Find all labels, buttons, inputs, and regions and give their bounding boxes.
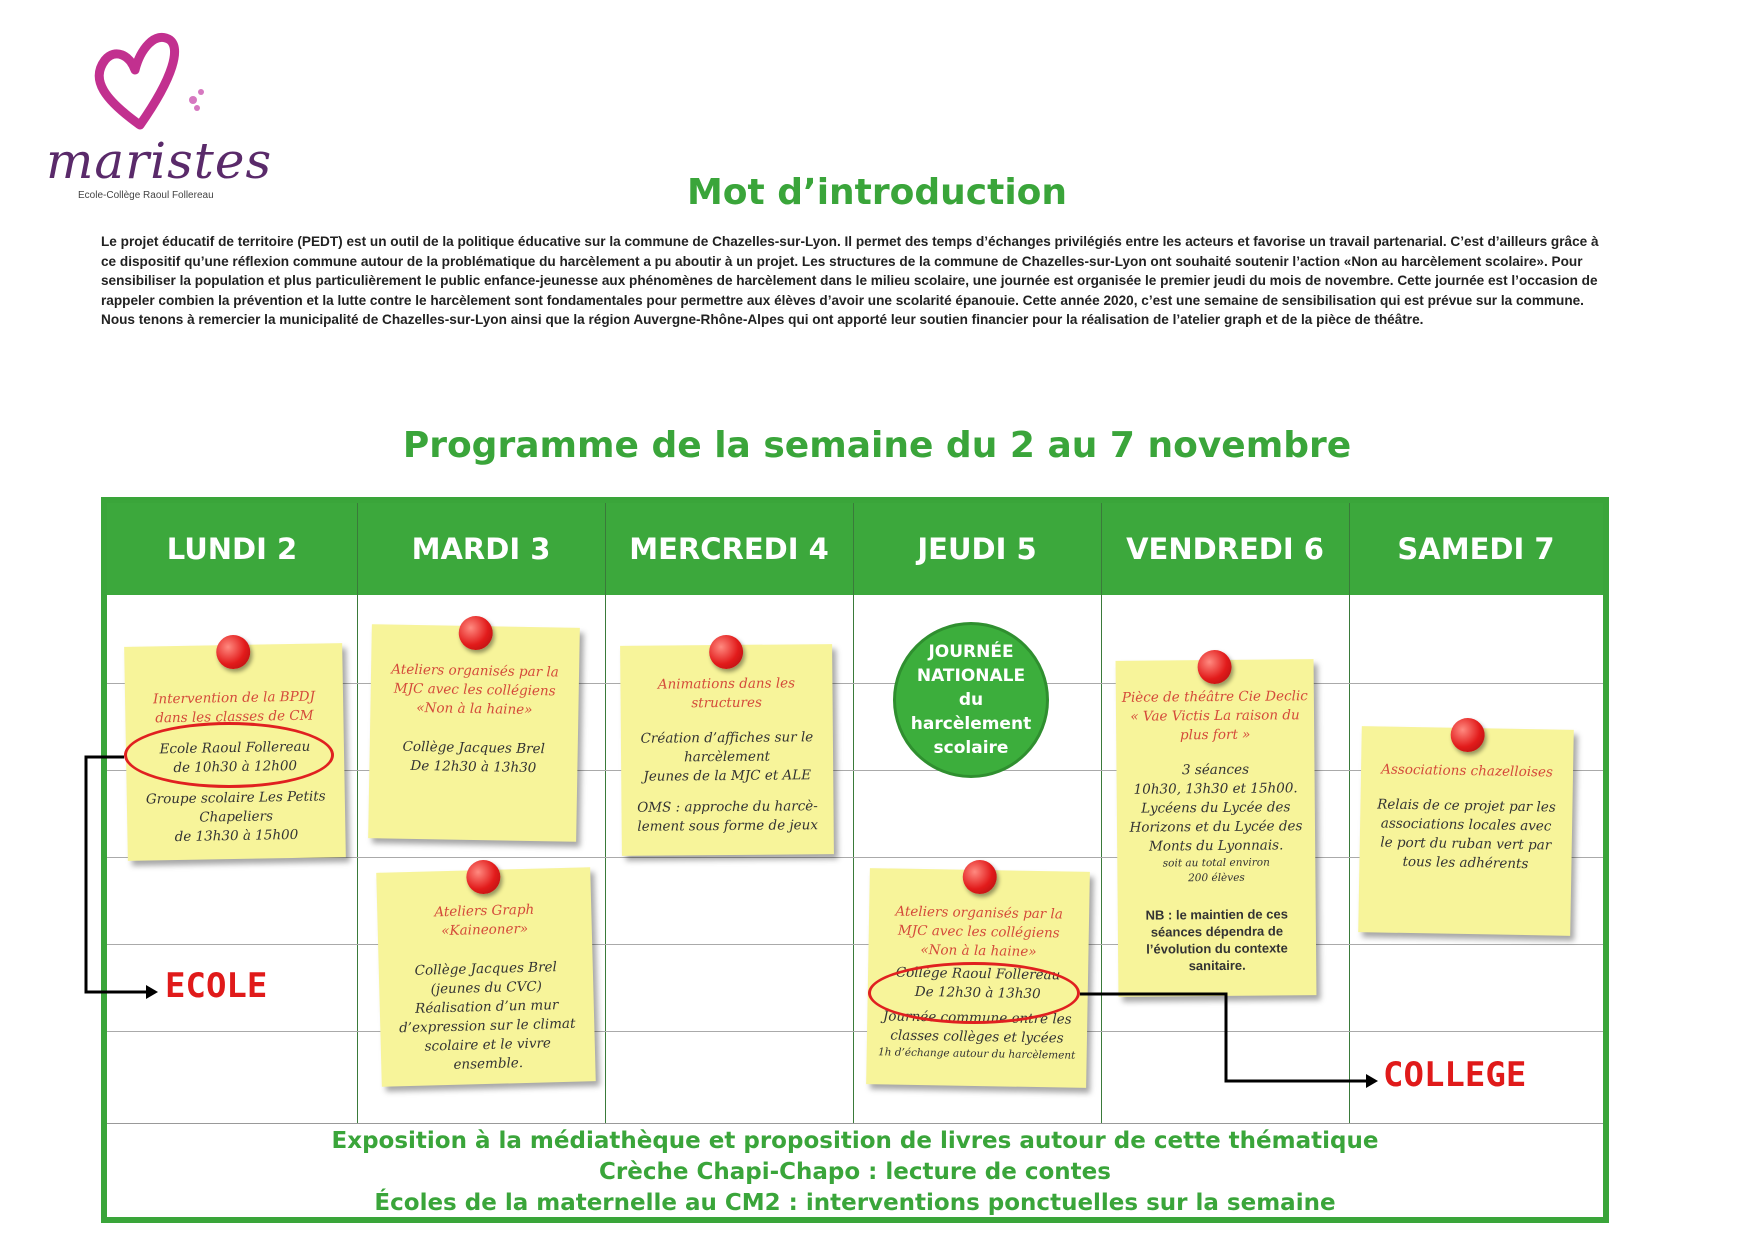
intro-paragraph: Le projet éducatif de territoire (PEDT) est un outil de la politique éducative sur la commune de Chazelles-sur-Lyon. Il permet des temps d’échanges privilégiés entre les acteurs et favorise un travail partenarial. C’est d’ailleurs grâce à ce dispositif qu’une réflexion commune autour de la problématique du harcèlement a pu aboutir à un projet. Les structures de la commune de Chazelles-sur-Lyon ont souhaité soutenir l’action «Non au harcèlement scolaire». Pour sensibiliser la population et plus particulièrement le public enfance-jeunesse aux phénomènes de harcèlement dans le milieu scolaire, une journée est organisée le premier jeudi du mois de novembre. Cette journée est l’occasion de rappeler combien la prévention et la lutte contre le harcèlement sont fondamentales pour permettre aux élèves d’avoir une scolarité épanouie. Cette année 2020, c’est une semaine de sensibilisation qui est prévue sur la commune. <box>101 234 1599 308</box>
note-line: l’évolution du contexte <box>1146 940 1288 957</box>
day-header: VENDREDI 6 <box>1126 532 1324 566</box>
note-line: Monts du Lyonnais. <box>1148 837 1284 855</box>
note-line: De 12h30 à 13h30 <box>914 983 1041 1003</box>
note-line: (jeunes du CVC) <box>430 978 543 998</box>
day-header: MERCREDI 4 <box>629 532 829 566</box>
note-line: harcèlement <box>684 748 771 766</box>
note-line: lement sous forme de jeux <box>637 817 818 835</box>
footer-line: Écoles de la maternelle au CM2 : interventions ponctuelles sur la semaine <box>374 1190 1336 1216</box>
note-line: scolaire et le vivre <box>424 1035 552 1055</box>
note-line: Création d’affiches sur le <box>640 729 814 747</box>
note-line: Réalisation d’un mur <box>414 997 559 1017</box>
note-line: NB : le maintien de ces <box>1145 906 1288 923</box>
footer-line: Exposition à la médiathèque et proposition de livres autour de cette thématique <box>331 1128 1379 1154</box>
note-title-line: Ateliers Graph <box>434 901 535 921</box>
badge-line: JOURNÉE <box>928 642 1014 662</box>
note-line: Collège Jacques Brel <box>402 738 545 758</box>
note-line: OMS : approche du harcè- <box>637 798 818 816</box>
day-header: SAMEDI 7 <box>1397 532 1555 566</box>
day-header: MARDI 3 <box>411 532 551 566</box>
note-title-line: Ateliers organisés par la <box>895 903 1063 923</box>
note-title-line: «Kaineoner» <box>441 920 529 940</box>
footer-line: Crèche Chapi-Chapo : lecture de contes <box>599 1159 1111 1185</box>
program-title: Programme de la semaine du 2 au 7 novembre <box>402 425 1352 466</box>
note-line: de 13h30 à 15h00 <box>174 826 299 846</box>
day-header: LUNDI 2 <box>166 532 298 566</box>
note-line: De 12h30 à 13h30 <box>410 757 537 777</box>
badge-line: du <box>958 690 984 710</box>
logo-subtitle: Ecole-Collège Raoul Follereau <box>78 190 214 201</box>
note-line: ensemble. <box>453 1055 524 1073</box>
note-line: 200 élèves <box>1188 871 1245 885</box>
badge-line: NATIONALE <box>916 666 1026 686</box>
note-line: le port du ruban vert par <box>1380 834 1552 854</box>
note-line: sanitaire. <box>1188 957 1246 974</box>
note-title-line: «Non à la haine» <box>920 941 1037 961</box>
note-title-line: Intervention de la BPDJ <box>152 688 316 708</box>
note-line: Relais de ce projet par les <box>1376 796 1556 816</box>
note-title-line: Associations chazelloises <box>1381 761 1554 781</box>
badge-line: harcèlement <box>910 714 1032 734</box>
note-line: tous les adhérents <box>1402 853 1529 873</box>
note-line: de 10h30 à 12h00 <box>173 757 298 777</box>
day-header: JEUDI 5 <box>917 532 1037 566</box>
note-title-line: Pièce de théâtre Cie Declic <box>1121 688 1308 706</box>
note-line: Ecole Raoul Follereau <box>159 738 311 758</box>
logo-wordmark: maristes <box>46 132 273 190</box>
note-line: Collège Jacques Brel <box>414 959 558 979</box>
intro-title: Mot d’introduction <box>686 172 1068 213</box>
note-title-line: dans les classes de CM <box>155 707 314 727</box>
note-line: classes collèges et lycées <box>890 1027 1064 1047</box>
note-line: Journée commune entre les <box>882 1008 1072 1028</box>
note-line: soit au total environ <box>1162 856 1270 870</box>
badge-line: scolaire <box>933 738 1009 758</box>
note-title-line: structures <box>691 694 762 712</box>
note-line: associations locales avec <box>1380 815 1552 835</box>
note-line: Jeunes de la MJC et ALE <box>643 767 812 785</box>
note-line: Collège Raoul Follereau <box>895 964 1061 984</box>
label-college: COLLEGE <box>1383 1055 1527 1095</box>
note-title-line: Ateliers organisés par la <box>391 661 559 681</box>
note-title-line: plus fort » <box>1179 726 1251 744</box>
note-line: Horizons et du Lycée des <box>1129 818 1303 836</box>
note-line: 1h d’échange autour du harcèlement <box>877 1046 1076 1062</box>
note-line: Lycéens du Lycée des <box>1141 799 1291 817</box>
note-title-line: « Vae Victis La raison du <box>1130 707 1300 725</box>
note-line: d’expression sur le climat <box>398 1015 576 1037</box>
note-line: Groupe scolaire Les Petits <box>145 788 326 808</box>
label-ecole: ECOLE <box>165 966 268 1006</box>
intro-paragraph: Nous tenons à remercier la municipalité de Chazelles-sur-Lyon ainsi que la région Auvergne-Rhône-Alpes qui ont apporté leur soutien financier pour la réalisation de l’atelier graph et de la pièce de théâtre. <box>101 312 1424 327</box>
note-title-line: «Non à la haine» <box>416 699 533 719</box>
note-title-line: MJC avec les collégiens <box>897 922 1060 942</box>
note-title-line: MJC avec les collégiens <box>393 680 556 700</box>
note-line: Chapeliers <box>199 808 274 826</box>
note-title-line: Animations dans les <box>657 675 796 693</box>
note-line: séances dépendra de <box>1150 923 1284 940</box>
note-line: 3 séances <box>1181 761 1250 779</box>
note-line: 10h30, 13h30 et 15h00. <box>1133 780 1298 798</box>
